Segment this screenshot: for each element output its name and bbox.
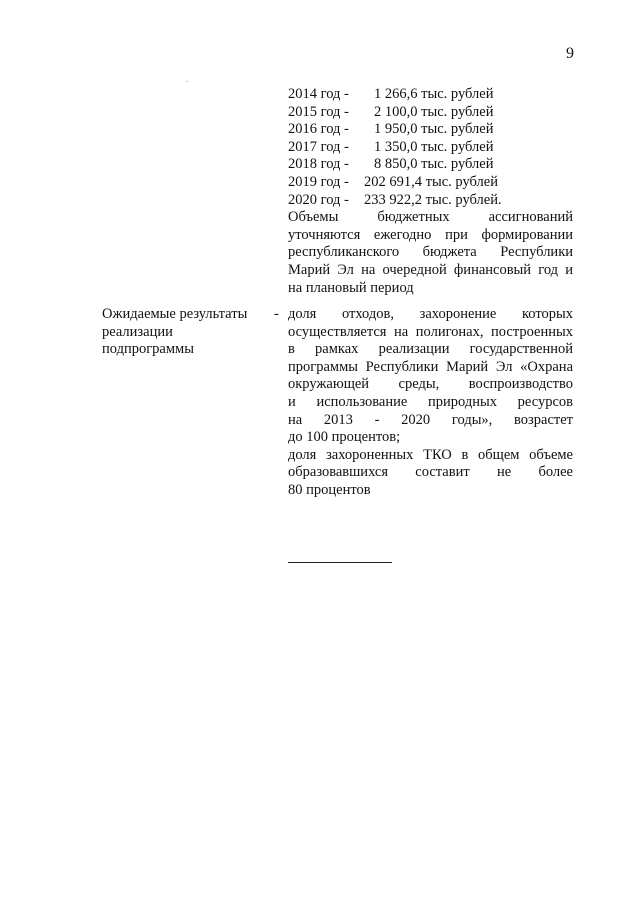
results-line: доля захороненных ТКО в общем объеме — [288, 446, 573, 463]
budget-amount: 8 850,0 тыс. рублей — [374, 156, 494, 173]
budget-note-line: Объемы бюджетных ассигнований — [288, 209, 573, 226]
budget-row-2020 — [288, 192, 573, 210]
label-dash: - — [274, 306, 279, 322]
margin-mark — [186, 81, 188, 82]
budget-amount: 2 100,0 тыс. рублей — [374, 103, 494, 120]
results-line: 80 процентов — [288, 481, 371, 498]
results-label-line: реализации — [102, 323, 173, 340]
results-line: окружающей среды, воспроизводство — [288, 376, 573, 393]
budget-note-line: на плановый период — [288, 279, 414, 296]
budget-row-2017 — [288, 139, 573, 157]
results-line: образовавшихся составит не более — [288, 464, 573, 481]
budget-row-2019 — [288, 174, 573, 192]
budget-year: 2019 год - — [288, 173, 349, 190]
budget-year: 2018 год - — [288, 156, 349, 173]
budget-amount: 233 922,2 тыс. рублей. — [364, 191, 502, 208]
results-label — [102, 306, 272, 359]
budget-year: 2017 год - — [288, 138, 349, 155]
budget-year: 2016 год - — [288, 121, 349, 138]
budget-section — [288, 86, 573, 297]
end-rule — [288, 562, 392, 563]
budget-row-2016 — [288, 121, 573, 139]
budget-note — [288, 209, 573, 297]
budget-amount: 1 266,6 тыс. рублей — [374, 86, 494, 102]
budget-note-line: уточняются ежегодно при формировании — [288, 226, 573, 243]
results-line: осуществляется на полигонах, построенных — [288, 323, 573, 340]
results-line: и использование природных ресурсов — [288, 393, 573, 410]
results-label-line: Ожидаемые результаты — [102, 306, 248, 322]
results-line: программы Республики Марий Эл «Охрана — [288, 358, 573, 375]
page-number: 9 — [566, 45, 574, 62]
results-text — [288, 306, 573, 500]
results-line: на 2013 - 2020 годы», возрастет — [288, 411, 573, 428]
budget-year: 2020 год - — [288, 191, 349, 208]
budget-row-2018 — [288, 156, 573, 174]
results-line: доля отходов, захоронение которых — [288, 306, 573, 322]
budget-note-line: Марий Эл на очередной финансовый год и — [288, 261, 573, 278]
budget-row-2014 — [288, 86, 573, 104]
budget-amount: 1 350,0 тыс. рублей — [374, 138, 494, 155]
budget-note-line: республиканского бюджета Республики — [288, 244, 573, 261]
budget-year: 2014 год - — [288, 86, 349, 102]
results-line: в рамках реализации государственной — [288, 341, 573, 358]
budget-amount: 202 691,4 тыс. рублей — [364, 173, 498, 190]
budget-year: 2015 год - — [288, 103, 349, 120]
results-label-line: подпрограммы — [102, 341, 194, 358]
budget-row-2015 — [288, 104, 573, 122]
results-line: до 100 процентов; — [288, 429, 401, 446]
budget-amount: 1 950,0 тыс. рублей — [374, 121, 494, 138]
